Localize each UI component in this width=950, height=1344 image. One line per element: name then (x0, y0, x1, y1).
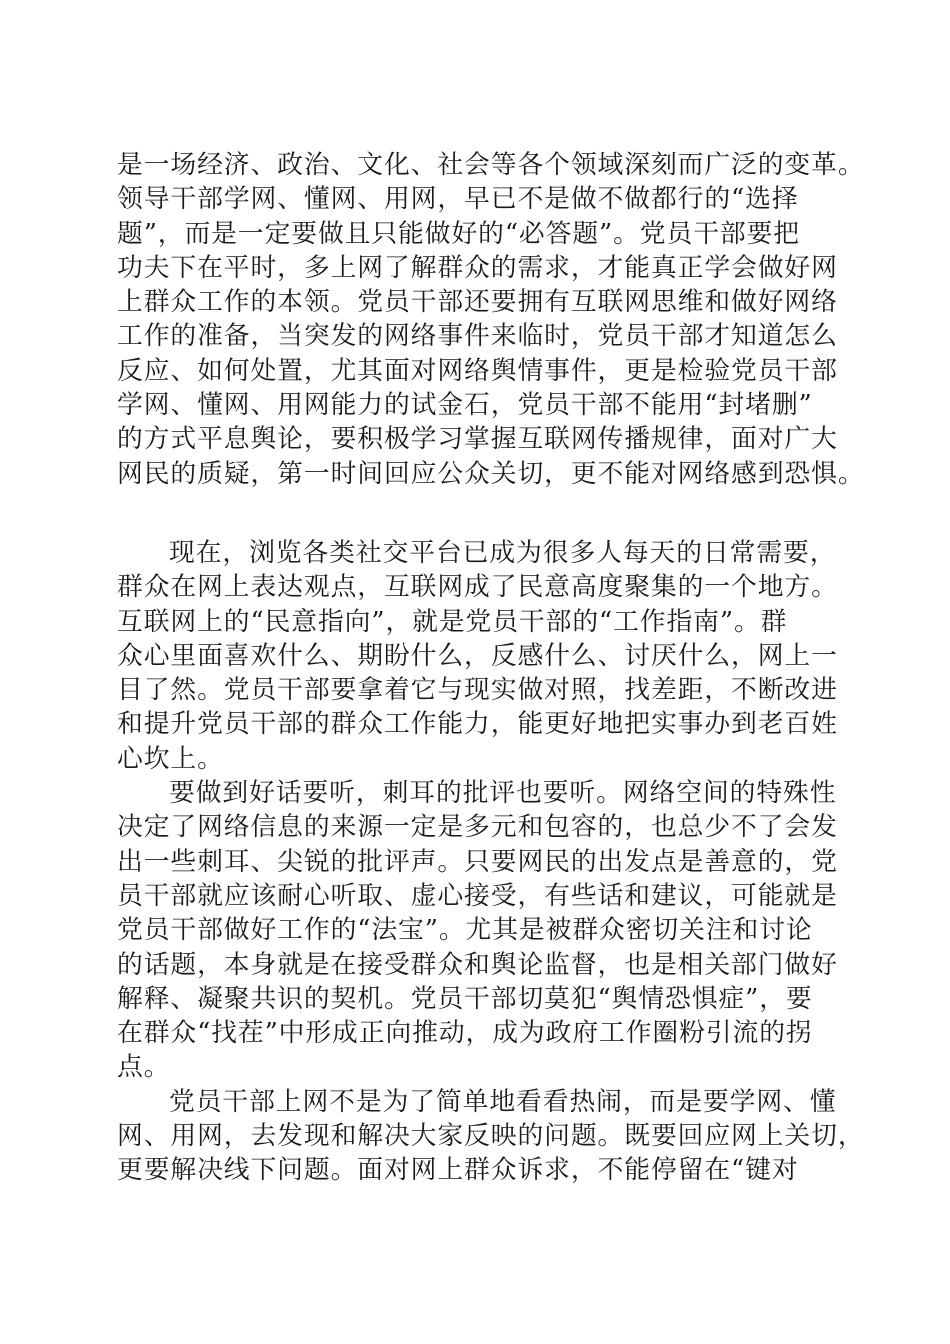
text-line: 反应、如何处置，尤其面对网络舆情事件，更是检验党员干部 (117, 355, 838, 386)
text-line: 众心里面喜欢什么、期盼什么，反感什么、讨厌什么，网上一 (117, 640, 838, 671)
text-line: 党员干部做好工作的“法宝”。尤其是被群众密切关注和讨论 (117, 915, 813, 946)
text-line: 更要解决线下问题。面对网上群众诉求，不能停留在“键对 (117, 1155, 799, 1186)
text-line: 员干部就应该耐心听取、虚心接受，有些话和建议，可能就是 (117, 880, 838, 911)
paragraph-3 (117, 776, 837, 1085)
text-line: 领导干部学网、懂网、用网，早已不是做不做都行的“选择 (117, 184, 799, 215)
text-line: 学网、懂网、用网能力的试金石，党员干部不能用“封堵删” (117, 390, 813, 421)
text-line: 网、用网，去发现和解决大家反映的问题。既要回应网上关切， (117, 1121, 865, 1152)
text-line: 上群众工作的本领。党员干部还要拥有互联网思维和做好网络 (117, 287, 838, 318)
paragraph-1 (117, 148, 865, 491)
text-line: 工作的准备，当突发的网络事件来临时，党员干部才知道怎么 (117, 321, 838, 352)
paragraph-4 (117, 1085, 865, 1188)
paragraph-gap (117, 491, 837, 536)
text-line: 党员干部上网不是为了简单地看看热闹，而是要学网、懂 (169, 1086, 837, 1117)
text-line: 要做到好话要听，刺耳的批评也要听。网络空间的特殊性 (169, 778, 837, 809)
text-line: 的话题，本身就是在接受群众和舆论监督，也是相关部门做好 (117, 949, 838, 980)
document-page (117, 148, 865, 1188)
text-line: 题”，而是一定要做且只能做好的“必答题”。党员干部要把 (117, 218, 800, 249)
text-line: 是一场经济、政治、文化、社会等各个领域深刻而广泛的变革。 (117, 150, 865, 180)
text-line: 目了然。党员干部要拿着它与现实做对照，找差距，不断改进 (117, 675, 838, 706)
text-line: 点。 (117, 1052, 171, 1083)
text-line: 网民的质疑，第一时间回应公众关切，更不能对网络感到恐惧。 (117, 458, 865, 489)
text-line: 和提升党员干部的群众工作能力，能更好地把实事办到老百姓 (117, 709, 838, 740)
text-line: 现在，浏览各类社交平台已成为很多人每天的日常需要， (169, 537, 837, 568)
text-line: 在群众“找茬”中形成正向推动，成为政府工作圈粉引流的拐 (117, 1018, 813, 1049)
paragraph-2 (117, 536, 837, 776)
text-line: 互联网上的“民意指向”，就是党员干部的“工作指南”。群 (117, 606, 788, 637)
text-line: 解释、凝聚共识的契机。党员干部切莫犯“舆情恐惧症”，要 (117, 983, 813, 1014)
text-line: 功夫下在平时，多上网了解群众的需求，才能真正学会做好网 (117, 252, 838, 283)
text-line: 群众在网上表达观点，互联网成了民意高度聚集的一个地方。 (117, 572, 838, 603)
text-line: 的方式平息舆论，要积极学习掌握互联网传播规律，面对广大 (117, 424, 838, 455)
text-line: 心坎上。 (117, 743, 224, 774)
text-line: 决定了网络信息的来源一定是多元和包容的，也总少不了会发 (117, 812, 838, 843)
text-line: 出一些刺耳、尖锐的批评声。只要网民的出发点是善意的，党 (117, 846, 838, 877)
